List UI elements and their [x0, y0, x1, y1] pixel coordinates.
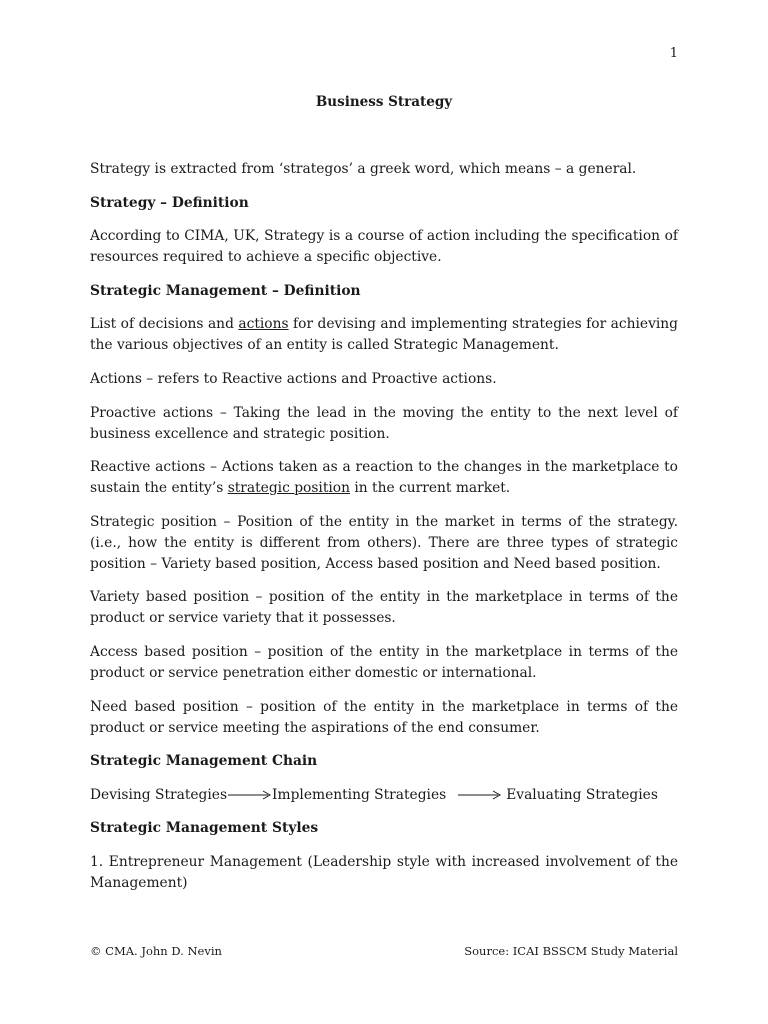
- sm-def-text-before: List of decisions and: [90, 316, 239, 333]
- strategic-management-definition-text: [90, 314, 678, 356]
- management-styles-heading: Strategic Management Styles: [90, 820, 319, 837]
- management-style-item: 1. Entrepreneur Management (Leadership style with increased involvement of the Management): [90, 853, 678, 891]
- footer-source: Source: ICAI BSSCM Study Material: [464, 944, 678, 958]
- chain-step-evaluating: Evaluating Strategies: [506, 786, 658, 803]
- access-position-paragraph: Access based position – position of the entity in the marketplace in terms of the product or service penetration either domestic or international.: [90, 643, 678, 681]
- reactive-text-before: Reactive actions – Actions taken as a reaction to the changes in the marketplace to sustain the entity’s: [90, 459, 678, 497]
- page-footer: [90, 944, 678, 958]
- chain-step-devising: Devising Strategies: [90, 786, 228, 803]
- arrow-right-icon: [458, 790, 502, 800]
- need-position-paragraph: Need based position – position of the entity in the marketplace in terms of the product or service meeting the aspirations of the end consumer.: [90, 698, 678, 736]
- chain-step-implementing: Implementing Strategies: [272, 786, 447, 803]
- footer-copyright: © CMA. John D. Nevin: [90, 944, 222, 958]
- strategic-position-paragraph: Strategic position – Position of the entity in the market in terms of the strategy. (i.e., how the entity is different from others). There are three types of strategic position – Variety based position, Access based position and Need based position.: [90, 513, 678, 572]
- strategic-position-link[interactable]: strategic position: [227, 480, 350, 497]
- reactive-actions-paragraph: [90, 457, 678, 499]
- strategy-definition-heading: Strategy – Definition: [90, 194, 249, 211]
- strategy-definition-text: According to CIMA, UK, Strategy is a course of action including the specification of resources required to achieve a specific objective.: [90, 228, 678, 266]
- proactive-actions-paragraph: Proactive actions – Taking the lead in the moving the entity to the next level of business excellence and strategic position.: [90, 404, 678, 442]
- actions-link[interactable]: actions: [238, 316, 289, 333]
- variety-position-paragraph: Variety based position – position of the entity in the marketplace in terms of the product or service variety that it possesses.: [90, 589, 678, 627]
- page-title: Business Strategy: [315, 94, 453, 110]
- management-chain-heading: Strategic Management Chain: [90, 753, 318, 770]
- strategic-management-definition-heading: Strategic Management – Definition: [90, 282, 361, 299]
- sm-def-text-after: for devising and implementing strategies for achieving the various objectives of an entity is called Strategic Management.: [90, 316, 678, 354]
- document-body: [90, 159, 678, 907]
- intro-paragraph: Strategy is extracted from ‘strategos’ a greek word, which means – a general.: [90, 161, 637, 177]
- arrow-right-icon: [228, 790, 272, 800]
- page-number: 1: [669, 46, 678, 61]
- actions-paragraph: Actions – refers to Reactive actions and Proactive actions.: [90, 370, 497, 387]
- reactive-text-after: in the current market.: [349, 480, 511, 497]
- management-chain-flow: [90, 785, 678, 806]
